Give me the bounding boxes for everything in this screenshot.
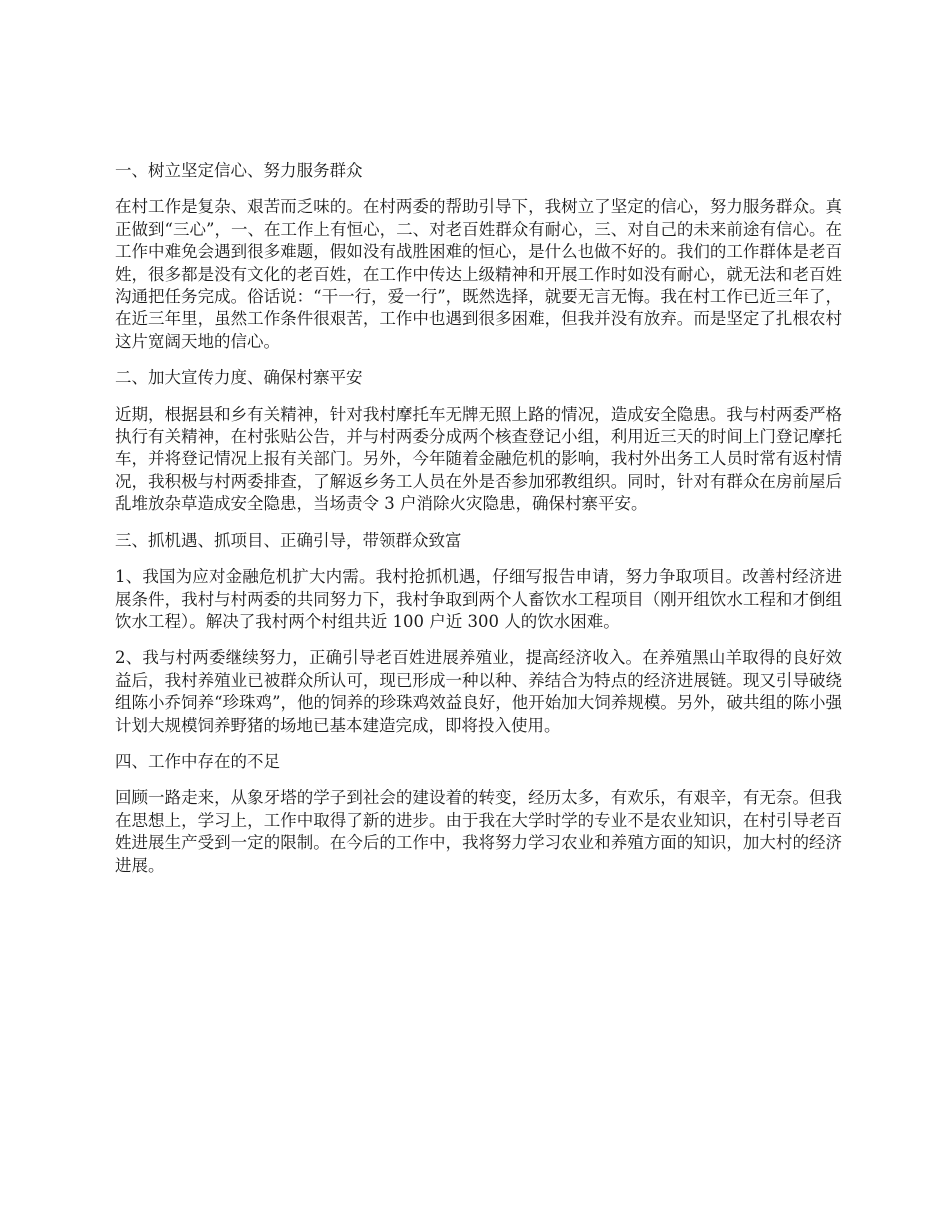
section-1-paragraph-1: 在村工作是复杂、艰苦而乏味的。在村两委的帮助引导下，我树立了坚定的信心，努力服务群众。真正做到“三心”，一、在工作上有恒心，二、对老百姓群众有耐心，三、对自己的未来前途有信心。在工作中难免会遇到很多难题，假如没有战胜困难的恒心，是什么也做不好的。我们的工作群体是老百姓，很多都是没有文化的老百姓，在工作中传达上级精神和开展工作时如没有耐心，就无法和老百姓沟通把任务完成。俗话说：“干一行，爱一行”，既然选择，就要无言无悔。我在村工作已近三年了，在近三年里，虽然工作条件很艰苦，工作中也遇到很多困难，但我并没有放弃。而是坚定了扎根农村这片宽阔天地的信心。 bbox=[115, 197, 842, 351]
section-3-paragraph-2: 2、我与村两委继续努力，正确引导老百姓进展养殖业，提高经济收入。在养殖黑山羊取得的良好效益后，我村养殖业已被群众所认可，现已形成一种以种、养结合为特点的经济进展链。现又引导破绕组陈小乔饲养“珍珠鸡”，他的饲养的珍珠鸡效益良好，他开始加大饲养规模。另外，破共组的陈小强计划大规模饲养野猪的场地已基本建造完成，即将投入使用。 bbox=[115, 648, 842, 735]
section-3-paragraph-1: 1、我国为应对金融危机扩大内需。我村抢抓机遇，仔细写报告申请，努力争取项目。改善村经济进展条件，我村与村两委的共同努力下，我村争取到两个人畜饮水工程项目（刚开组饮水工程和才倒组饮水工程）。解决了我村两个村组共近 100 户近 300 人的饮水困难。 bbox=[115, 567, 842, 631]
section-4-paragraph-1: 回顾一路走来，从象牙塔的学子到社会的建设着的转变，经历太多，有欢乐，有艰辛，有无奈。但我在思想上，学习上，工作中取得了新的进步。由于我在大学时学的专业不是农业知识，在村引导老百姓进展生产受到一定的限制。在今后的工作中，我将努力学习农业和养殖方面的知识，加大村的经济进展。 bbox=[115, 788, 842, 875]
section-heading-4: 四、工作中存在的不足 bbox=[115, 751, 280, 771]
document-body bbox=[115, 160, 842, 891]
section-heading-2: 二、加大宣传力度、确保村寨平安 bbox=[115, 368, 363, 388]
section-heading-1: 一、树立坚定信心、努力服务群众 bbox=[115, 161, 363, 180]
section-heading-3: 三、抓机遇、抓项目、正确引导，带领群众致富 bbox=[115, 530, 462, 550]
section-2-paragraph-1: 近期，根据县和乡有关精神，针对我村摩托车无牌无照上路的情况，造成安全隐患。我与村两委严格执行有关精神，在村张贴公告，并与村两委分成两个核查登记小组，利用近三天的时间上门登记摩托车，并将登记情况上报有关部门。另外，今年随着金融危机的影响，我村外出务工人员时常有返村情况，我积极与村两委排查，了解返乡务工人员在外是否参加邪教组织。同时，针对有群众在房前屋后乱堆放杂草造成安全隐患，当场责令 3 户消除火灾隐患，确保村寨平安。 bbox=[115, 404, 842, 514]
